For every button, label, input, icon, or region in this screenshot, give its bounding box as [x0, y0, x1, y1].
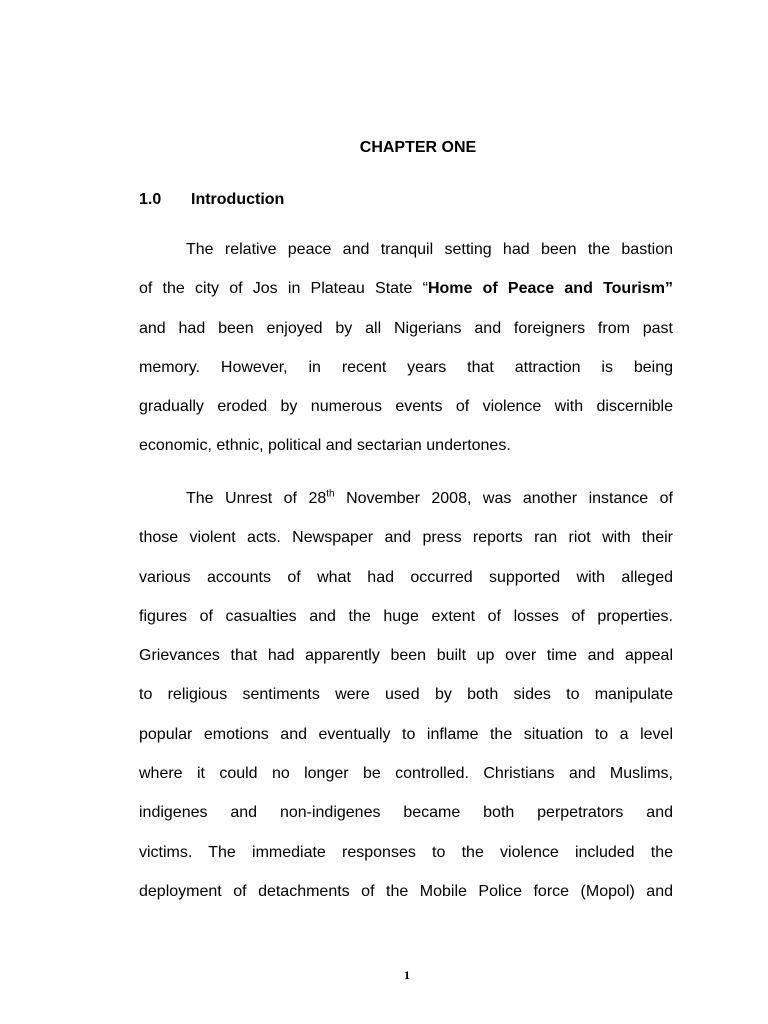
bold-phrase: Home of Peace and Tourism”	[427, 280, 674, 298]
page-number: 1	[404, 968, 410, 982]
paragraph-1	[139, 230, 673, 466]
chapter-title: CHAPTER ONE	[359, 139, 477, 156]
ordinal-superscript: th	[326, 488, 335, 500]
paragraph-line: to religious sentiments were used by both sides to manipulate	[139, 686, 673, 704]
section-number: 1.0	[139, 191, 162, 208]
section-title: Introduction	[191, 191, 285, 208]
section-heading	[139, 190, 284, 210]
paragraph-line: where it could no longer be controlled. Christians and Muslims,	[139, 765, 673, 783]
paragraph-line: gradually eroded by numerous events of violence with discernible	[139, 398, 673, 416]
paragraph-line: economic, ethnic, political and sectarian undertones.	[139, 437, 511, 455]
paragraph-line: of the city of Jos in Plateau State “Home of Peace and Tourism”	[139, 280, 674, 298]
paragraph-2	[139, 479, 673, 911]
paragraph-line: Grievances that had apparently been built up over time and appeal	[139, 647, 673, 665]
paragraph-line: figures of casualties and the huge extent of losses of properties.	[139, 607, 673, 625]
paragraph-line: deployment of detachments of the Mobile Police force (Mopol) and	[139, 882, 673, 900]
paragraph-line: memory. However, in recent years that attraction is being	[139, 358, 673, 376]
paragraph-line: popular emotions and eventually to inflame the situation to a level	[139, 725, 673, 743]
paragraph-line: and had been enjoyed by all Nigerians and foreigners from past	[139, 319, 673, 337]
paragraph-line: victims. The immediate responses to the violence included the	[139, 843, 673, 861]
paragraph-line: those violent acts. Newspaper and press reports ran riot with their	[139, 529, 673, 547]
paragraph-line: The Unrest of 28th November 2008, was another instance of	[186, 488, 674, 507]
paragraph-line: indigenes and non-indigenes became both perpetrators and	[139, 804, 673, 822]
paragraph-line: various accounts of what had occurred supported with alleged	[139, 568, 673, 586]
paragraph-line: The relative peace and tranquil setting had been the bastion	[186, 241, 673, 258]
